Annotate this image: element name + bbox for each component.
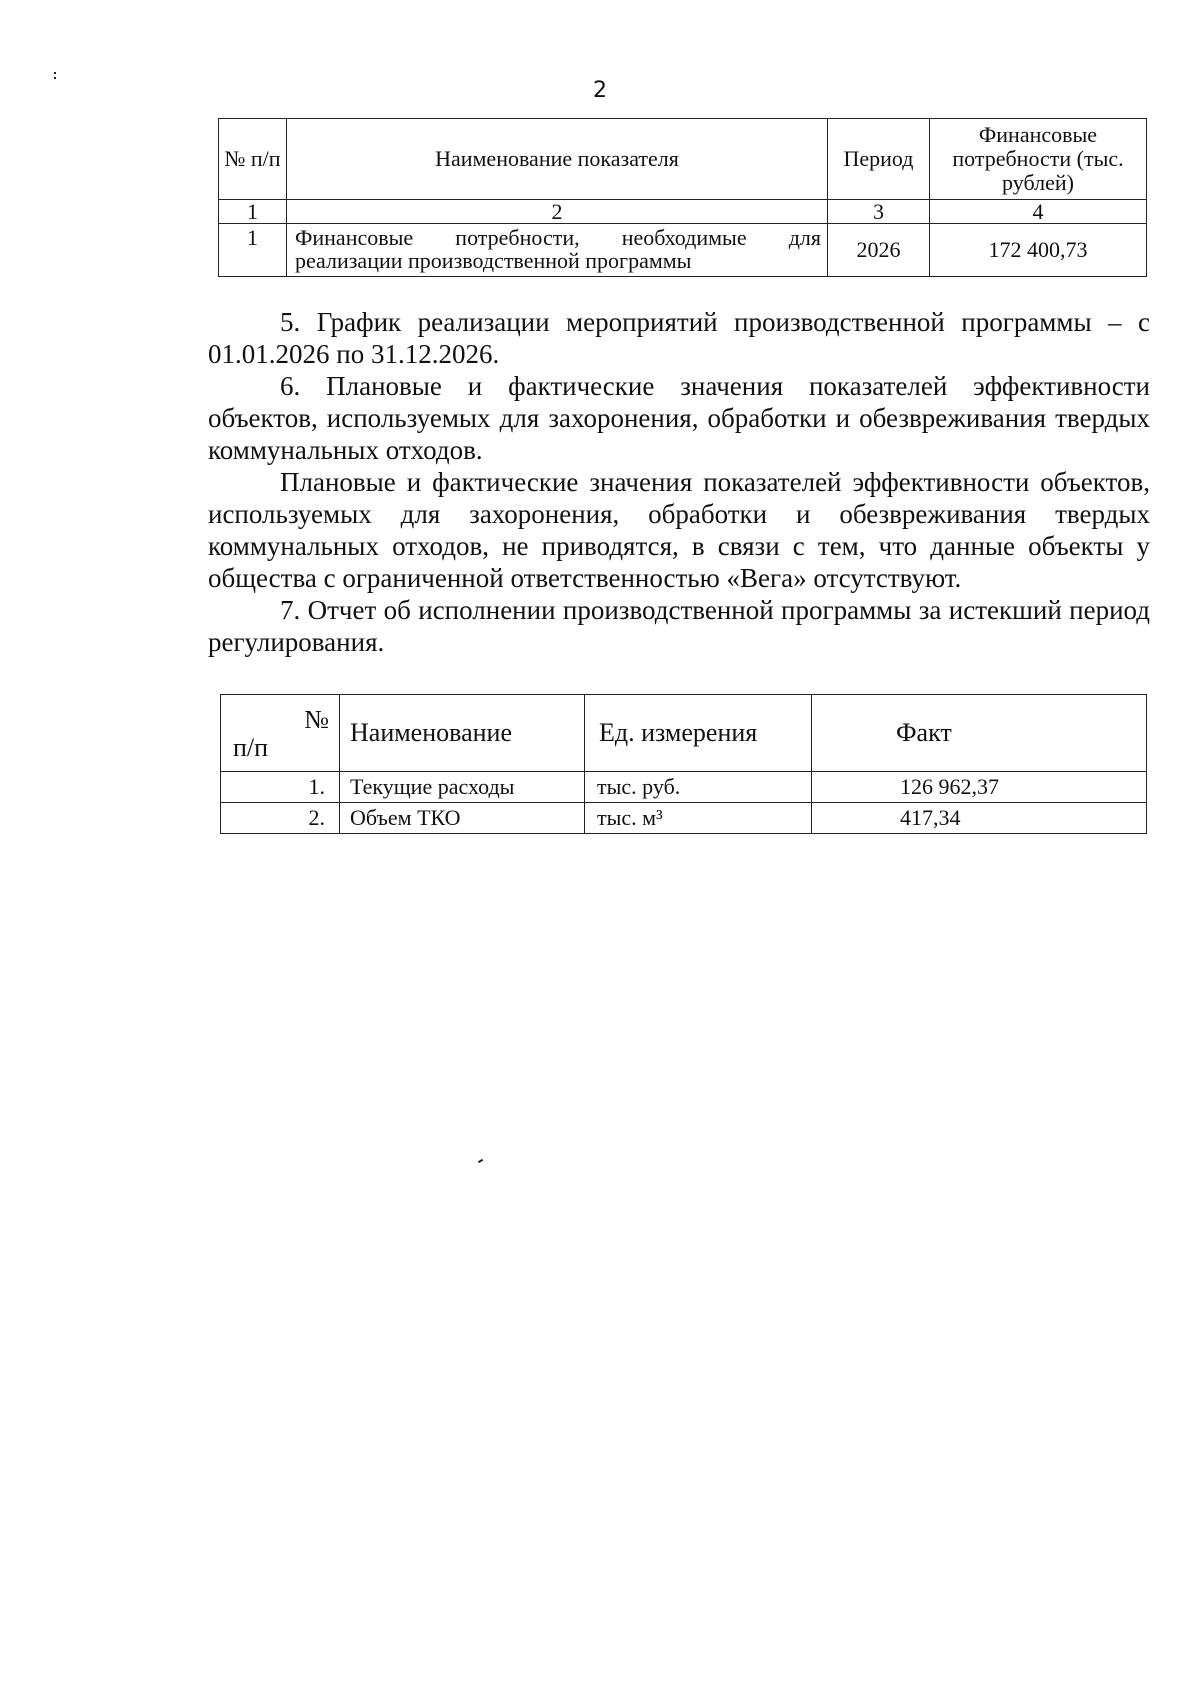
header-number [221, 695, 340, 772]
row-unit: тыс. м³ [585, 803, 812, 834]
scan-speck [54, 77, 56, 79]
row-fact: 126 962,37 [812, 772, 1147, 803]
row-number: 1. [221, 772, 340, 803]
row-unit: тыс. руб. [585, 772, 812, 803]
execution-report-table [220, 694, 1147, 834]
header-number-symbol: № [304, 705, 329, 734]
paragraph-6-note: Плановые и фактические значения показателей эффективности объектов, используемых для захоронения, обработки и обезвреживания твердых коммунальных отходов, не приводятся, в связи с тем, что данные объекты у общества с ограниченной ответственностью «Вега» отсутствуют. [208, 467, 1150, 593]
row-number: 1 [219, 224, 287, 277]
header-indicator-name: Наименование показателя [287, 119, 828, 200]
row-financial-needs: 172 400,73 [930, 224, 1147, 277]
index-cell: 4 [930, 200, 1147, 224]
row-number: 2. [221, 803, 340, 834]
row-name: Объем ТКО [340, 803, 585, 834]
header-number-pp: п/п [233, 733, 269, 762]
header-name: Наименование [340, 695, 585, 772]
row-period: 2026 [828, 224, 930, 277]
header-fact: Факт [812, 695, 1147, 772]
row-name-line: Финансовые потребности, необходимые для [295, 225, 821, 250]
index-cell: 3 [828, 200, 930, 224]
table-row [221, 772, 1147, 803]
header-unit: Ед. измерения [585, 695, 812, 772]
header-financial-needs: Финансовые потребности (тыс. рублей) [930, 119, 1147, 200]
table-row [219, 224, 1147, 277]
row-fact: 417,34 [812, 803, 1147, 834]
table-header-row [219, 119, 1147, 200]
paragraph-6: 6. Плановые и фактические значения показателей эффективности объектов, используемых для захоронения, обработки и обезвреживания твердых коммунальных отходов. [208, 371, 1150, 465]
row-name: Текущие расходы [340, 772, 585, 803]
paragraph-5: 5. График реализации мероприятий производственной программы – с 01.01.2026 по 31.12.2026. [208, 307, 1150, 369]
scan-speck [54, 72, 56, 74]
header-number: № п/п [219, 119, 287, 200]
row-name-line: реализации производственной программы [295, 248, 692, 273]
scan-speck [478, 1159, 483, 1163]
header-period: Период [828, 119, 930, 200]
financial-needs-table [218, 118, 1147, 277]
page-number: 2 [593, 78, 607, 103]
paragraph-7: 7. Отчет об исполнении производственной программы за истекший период регулирования. [208, 595, 1150, 657]
index-cell: 2 [287, 200, 828, 224]
index-cell: 1 [219, 200, 287, 224]
table-header-row [221, 695, 1147, 772]
table-row [221, 803, 1147, 834]
table-index-row [219, 200, 1147, 224]
row-indicator-name [287, 224, 828, 277]
